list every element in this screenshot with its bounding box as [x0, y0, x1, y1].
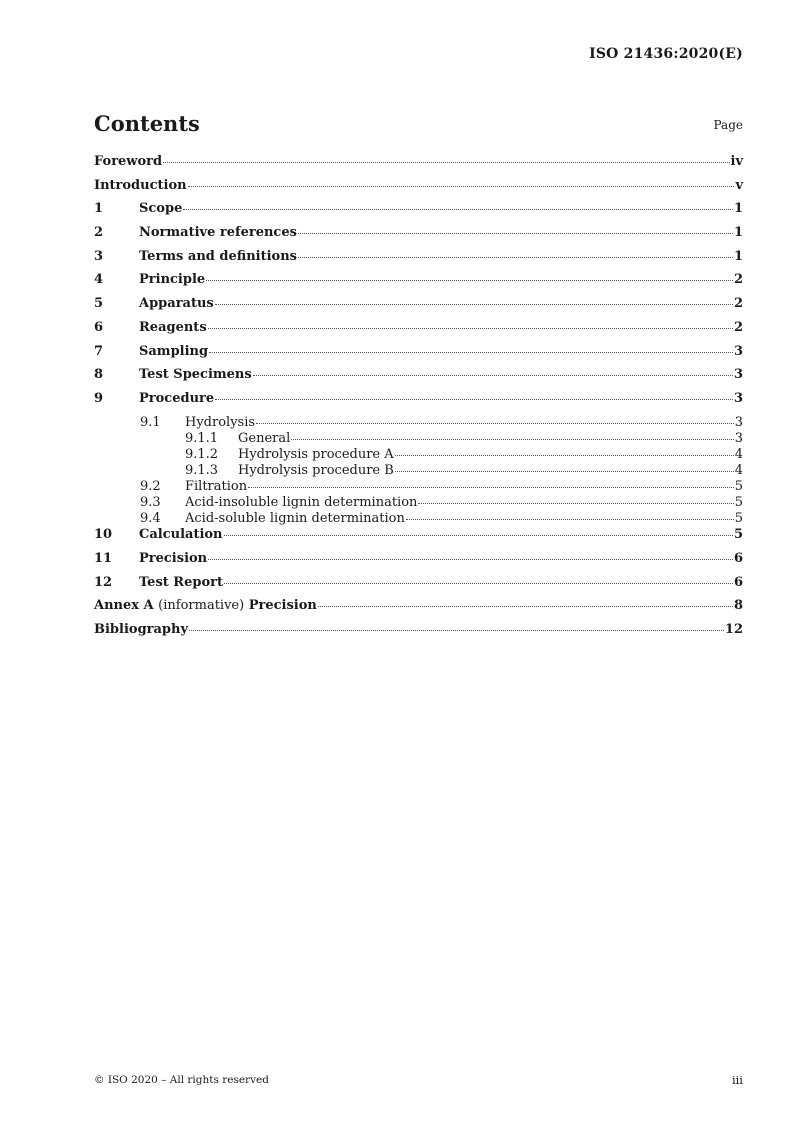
toc-entry-page: 5	[733, 527, 743, 543]
toc-entry[interactable]	[94, 225, 743, 249]
toc-entry[interactable]	[94, 178, 743, 202]
toc-entry-page: 3	[734, 430, 743, 446]
toc-entry[interactable]	[94, 320, 743, 344]
toc-entry-number: 9.1.1	[185, 430, 219, 446]
toc-entry-page: 3	[733, 367, 743, 383]
toc-entry-title: Hydrolysis	[185, 414, 256, 430]
dot-leader	[395, 471, 734, 472]
toc-entry-title: Acid-soluble lignin determination	[185, 511, 405, 527]
toc-entry[interactable]	[94, 495, 743, 511]
dot-leader	[318, 606, 733, 607]
dot-leader	[209, 352, 733, 353]
annex-type: (informative)	[158, 598, 245, 614]
toc-entry-title: Principle	[139, 272, 206, 288]
toc-entry-title: Apparatus	[139, 296, 214, 312]
toc-entry-title: Acid-insoluble lignin determination	[185, 495, 418, 511]
toc-entry-title: Hydrolysis procedure B	[238, 462, 394, 478]
toc-entry-title: Reagents	[139, 319, 207, 335]
toc-entry[interactable]	[94, 431, 743, 447]
toc-entry-page: 1	[733, 248, 743, 264]
dot-leader	[206, 280, 733, 281]
toc-entry-number: 4	[94, 272, 104, 288]
toc-entry[interactable]	[94, 415, 743, 431]
toc-entry-title: Test Report	[139, 574, 223, 590]
toc-entry-page: v	[735, 177, 743, 193]
table-of-contents	[94, 154, 743, 646]
toc-entry-title: Foreword	[94, 154, 163, 169]
toc-entry[interactable]	[94, 272, 743, 296]
toc-entry-page: 3	[734, 414, 743, 430]
toc-entry-number: 6	[94, 319, 104, 335]
toc-entry-title: Bibliography	[94, 621, 189, 637]
annex-title: Precision	[248, 598, 317, 614]
toc-entry[interactable]	[94, 598, 743, 622]
toc-entry[interactable]	[94, 344, 743, 368]
document-id: ISO 21436:2020(E)	[589, 46, 743, 62]
toc-entry[interactable]	[94, 463, 743, 479]
toc-entry-page: 6	[733, 574, 743, 590]
toc-entry-title: Filtration	[185, 478, 248, 494]
toc-entry-page: 5	[734, 511, 743, 527]
toc-entry[interactable]	[94, 447, 743, 463]
toc-entry[interactable]	[94, 551, 743, 575]
toc-entry-number: 9.1.3	[185, 462, 219, 478]
toc-entry-number: 9.3	[140, 495, 161, 511]
toc-entry-number: 3	[94, 248, 104, 264]
toc-entry-number: 9.1	[140, 414, 161, 430]
toc-entry-title: Calculation	[139, 527, 223, 543]
toc-entry[interactable]	[94, 527, 743, 551]
dot-leader	[215, 399, 733, 400]
dot-leader	[253, 375, 733, 376]
toc-entry-page: 6	[733, 550, 743, 566]
dot-leader	[183, 209, 733, 210]
dot-leader	[208, 328, 733, 329]
toc-entry-title: Introduction	[94, 177, 187, 193]
toc-entry-page: 4	[734, 462, 743, 478]
dot-leader	[406, 519, 734, 520]
dot-leader	[256, 423, 734, 424]
dot-leader	[298, 257, 733, 258]
toc-entry-title: Test Specimens	[139, 367, 252, 383]
page-column-label: Page	[713, 118, 743, 132]
toc-entry-title: Terms and definitions	[139, 248, 297, 264]
toc-entry-title: General	[238, 430, 291, 446]
toc-entry-number: 10	[94, 527, 113, 543]
toc-entry-page: 5	[734, 495, 743, 511]
toc-entry-number: 9.4	[140, 511, 161, 527]
toc-entry[interactable]	[94, 391, 743, 415]
toc-entry-number: 9.2	[140, 478, 161, 494]
toc-entry-title: Sampling	[139, 343, 209, 359]
dot-leader	[163, 162, 729, 163]
toc-entry-title: Normative references	[139, 225, 297, 241]
toc-entry[interactable]	[94, 479, 743, 495]
dot-leader	[208, 559, 733, 560]
toc-entry[interactable]	[94, 296, 743, 320]
dot-leader	[291, 439, 733, 440]
toc-entry-page: 1	[733, 225, 743, 241]
toc-entry-number: 9	[94, 390, 104, 406]
dot-leader	[188, 186, 735, 187]
toc-entry[interactable]	[94, 622, 743, 646]
toc-entry-page: 2	[733, 272, 743, 288]
toc-entry-title: Scope	[139, 201, 183, 217]
toc-entry[interactable]	[94, 201, 743, 225]
toc-entry-page: 2	[733, 319, 743, 335]
toc-entry[interactable]	[94, 511, 743, 527]
toc-entry-title: Precision	[139, 550, 208, 566]
toc-entry[interactable]	[94, 249, 743, 273]
copyright-notice: © ISO 2020 – All rights reserved	[94, 1074, 269, 1086]
toc-entry-title: Hydrolysis procedure A	[238, 446, 394, 462]
toc-entry[interactable]	[94, 154, 743, 178]
toc-entry-number: 5	[94, 296, 104, 312]
toc-entry[interactable]	[94, 575, 743, 599]
toc-entry-page: 8	[733, 598, 743, 614]
toc-entry-page: 3	[733, 343, 743, 359]
toc-entry-page: iv	[730, 154, 743, 169]
dot-leader	[418, 503, 733, 504]
dot-leader	[215, 304, 733, 305]
toc-entry-page: 1	[733, 201, 743, 217]
dot-leader	[298, 233, 733, 234]
toc-entry-number: 2	[94, 225, 104, 241]
toc-entry-number: 1	[94, 201, 104, 217]
toc-entry-number: 9.1.2	[185, 446, 219, 462]
toc-entry[interactable]	[94, 367, 743, 391]
dot-leader	[224, 583, 733, 584]
toc-entry-page: 2	[733, 296, 743, 312]
toc-entry-number: 12	[94, 574, 113, 590]
annex-label: Annex A	[94, 598, 154, 614]
dot-leader	[248, 487, 734, 488]
page-number: iii	[731, 1073, 743, 1087]
toc-entry-number: 8	[94, 367, 104, 383]
toc-entry-number: 7	[94, 343, 104, 359]
page-title: Contents	[94, 111, 200, 136]
toc-entry-page: 12	[724, 621, 743, 637]
dot-leader	[395, 455, 734, 456]
toc-entry-page: 4	[734, 446, 743, 462]
toc-entry-page: 3	[733, 390, 743, 406]
toc-entry-title	[94, 598, 317, 613]
dot-leader	[189, 630, 724, 631]
toc-entry-page: 5	[734, 478, 743, 494]
dot-leader	[224, 535, 733, 536]
toc-entry-title: Procedure	[139, 390, 215, 406]
toc-entry-number: 11	[94, 550, 113, 566]
